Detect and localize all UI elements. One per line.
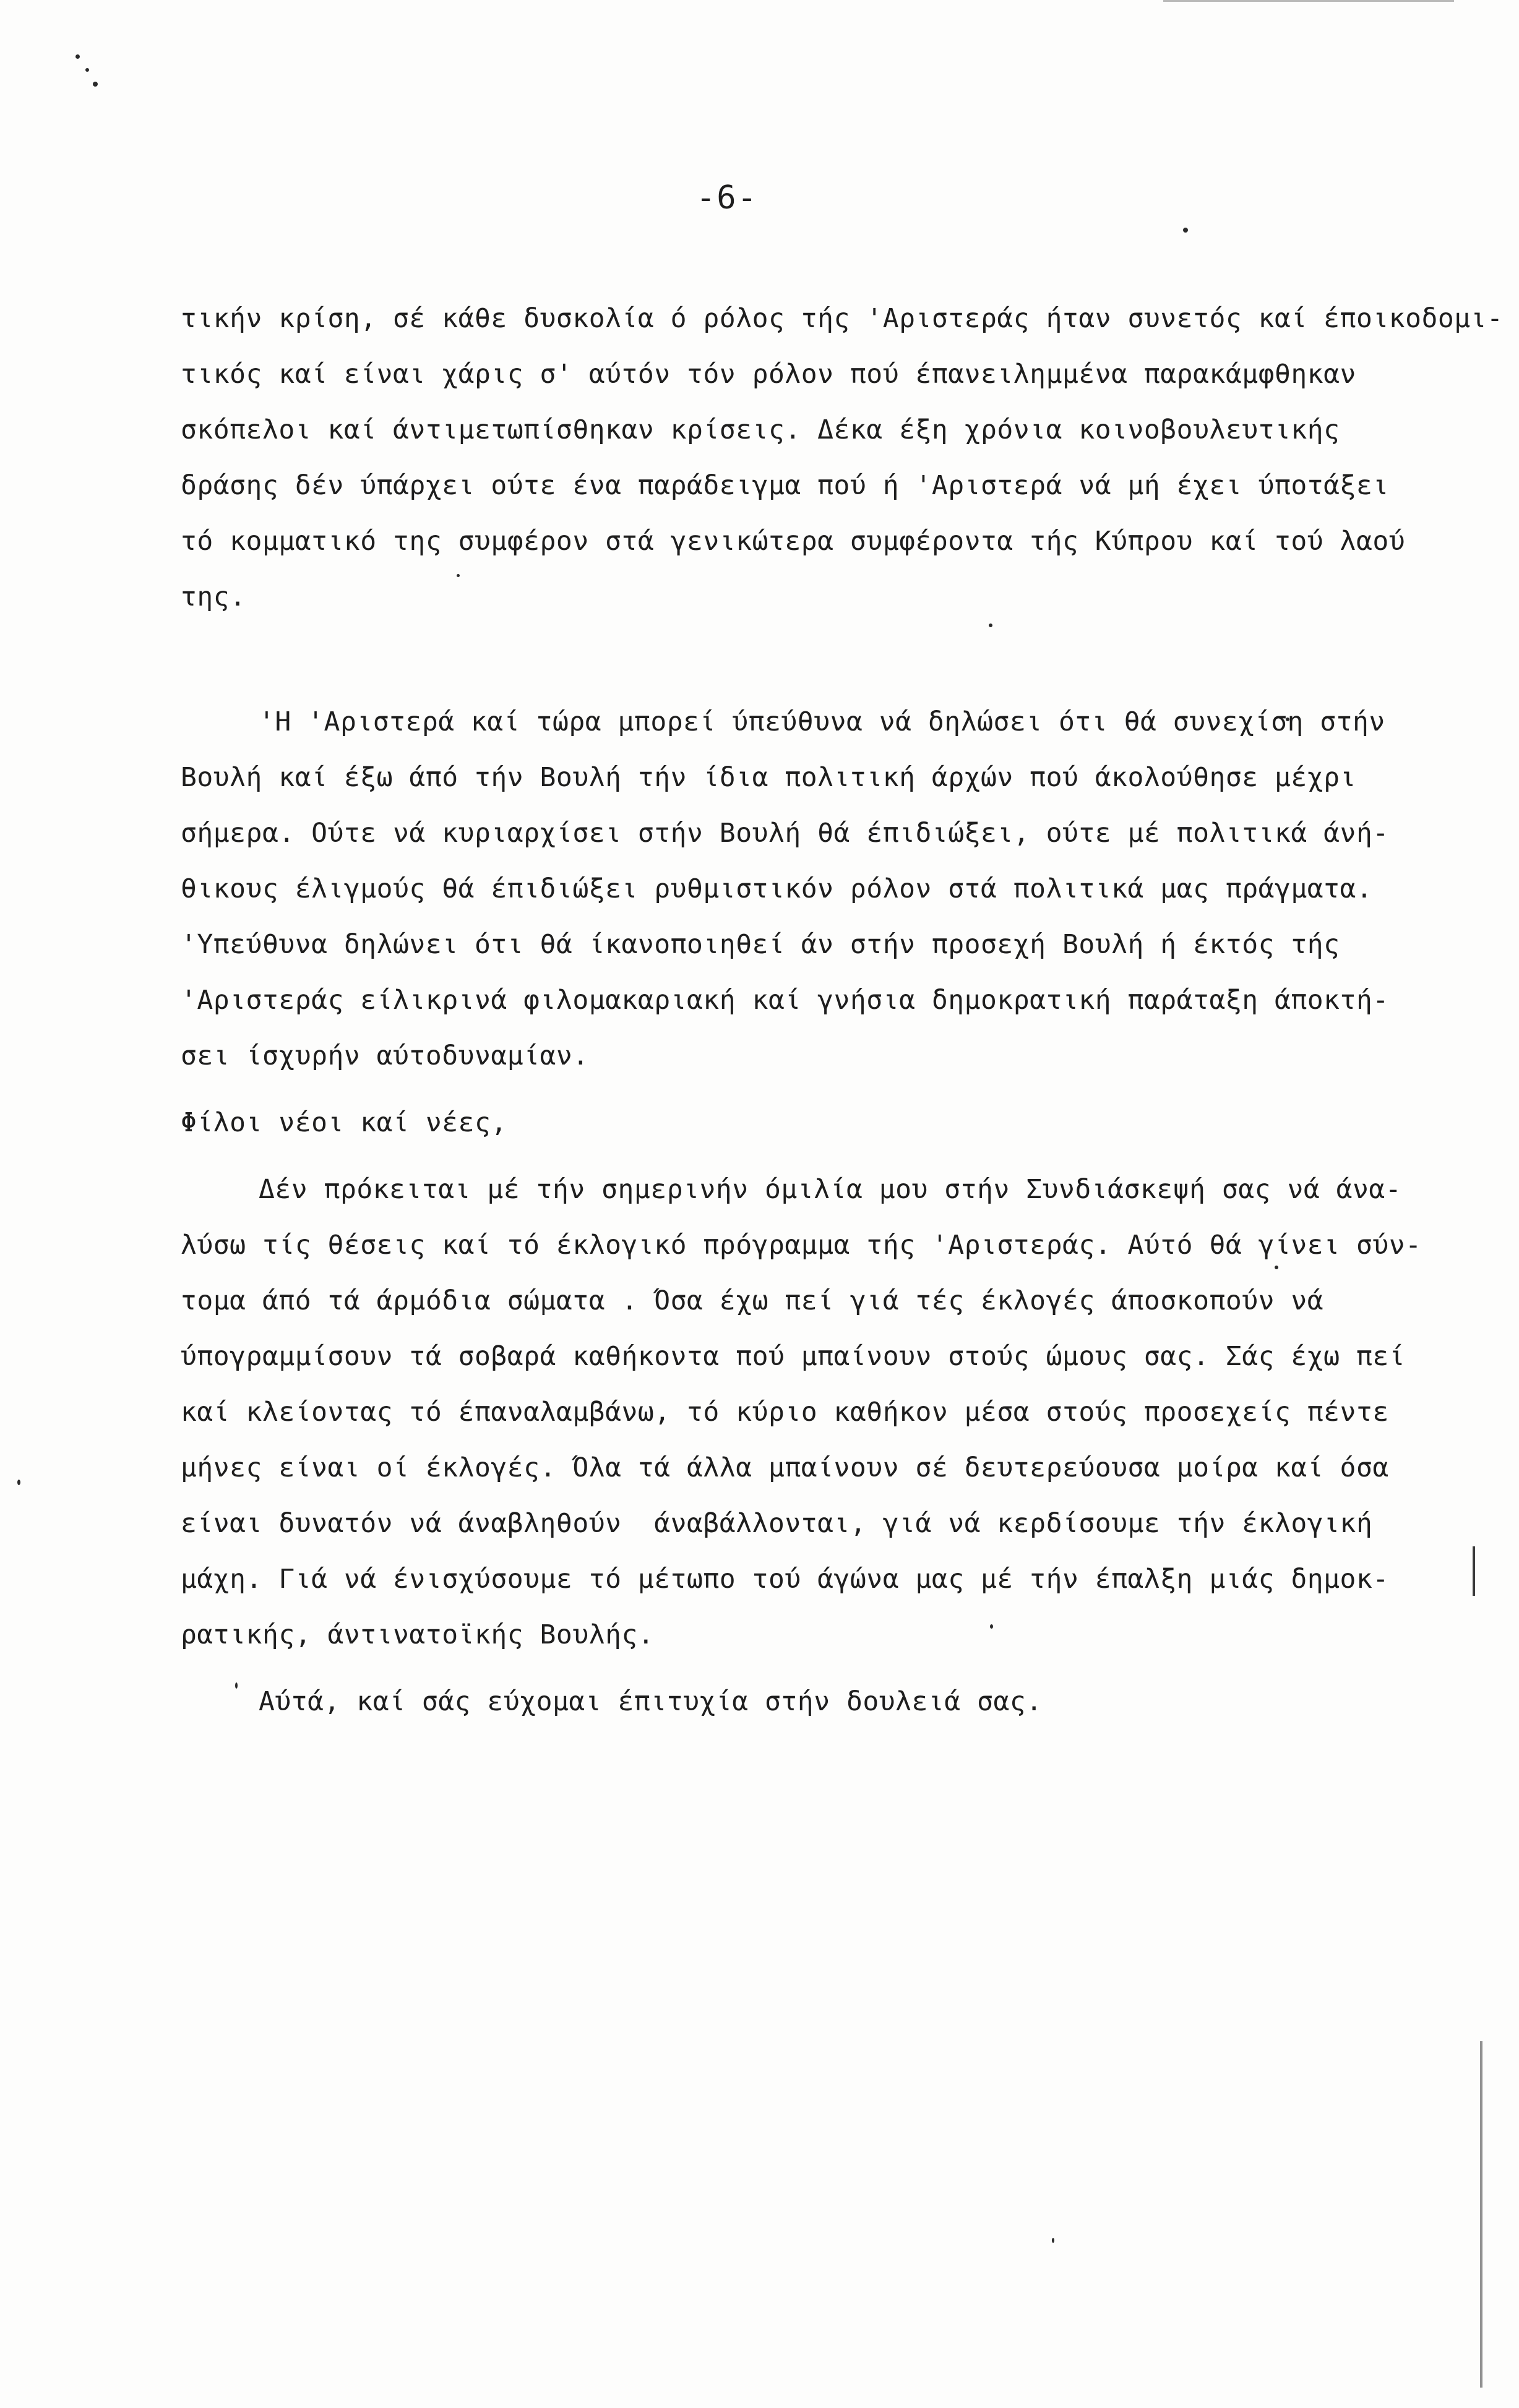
- text-line: καί κλείοντας τό έπαναλαμβάνω, τό κύριο καθήκον μέσα στούς προσεχείς πέντε: [181, 1397, 1389, 1428]
- text-line: θικους έλιγμούς θά έπιδιώξει ρυθμιστικόν ρόλον στά πολιτικά μας πράγματα.: [181, 873, 1373, 904]
- body-text: [181, 291, 1504, 1729]
- text-line: Βουλή καί έξω άπό τήν Βουλή τήν ίδια πολιτική άρχών πού άκολούθησε μέχρι: [181, 762, 1356, 793]
- text-line: μήνες είναι οί έκλογές. Όλα τά άλλα μπαίνουν σέ δευτερεύουσα μοίρα καί όσα: [181, 1452, 1389, 1483]
- text-line: είναι δυνατόν νά άναβληθούν άναβάλλονται, γιά νά κερδίσουμε τήν έκλογική: [181, 1508, 1373, 1539]
- scan-edge-mark: [1480, 2041, 1482, 2388]
- paragraph: [181, 1162, 1422, 1663]
- text-line: σκόπελοι καί άντιμετωπίσθηκαν κρίσεις. Δέκα έξη χρόνια κοινοβουλευτικής: [181, 414, 1340, 445]
- scan-speck: [1183, 228, 1188, 233]
- scan-edge-mark: [1163, 0, 1454, 2]
- text-line: τομα άπό τά άρμόδια σώματα . Όσα έχω πεί γιά τές έκλογές άποσκοπούν νά: [181, 1285, 1324, 1316]
- text-line: τικήν κρίση, σέ κάθε δυσκολία ό ρόλος τής 'Αριστεράς ήταν συνετός καί έποικοδομι-: [181, 303, 1504, 334]
- text-line: της.: [181, 581, 246, 612]
- text-line: λύσω τίς θέσεις καί τό έκλογικό πρόγραμμα τής 'Αριστεράς. Αύτό θά γίνει σύν-: [181, 1230, 1422, 1261]
- text-line: σήμερα. Ούτε νά κυριαρχίσει στήν Βουλή θά έπιδιώξει, ούτε μέ πολιτικά άνή-: [181, 818, 1389, 849]
- page-number: -6-: [696, 179, 758, 216]
- paragraph-gap: [181, 1663, 1412, 1674]
- scan-speck: [75, 54, 80, 59]
- text-line: ρατικής, άντινατοϊκής Βουλής.: [181, 1619, 655, 1650]
- text-line: 'Η 'Αριστερά καί τώρα μπορεί ύπεύθυνα νά δηλώσει ότι θά συνεχίση στήν: [259, 706, 1385, 737]
- text-line: ύπογραμμίσουν τά σοβαρά καθήκοντα πού μπαίνουν στούς ώμους σας. Σάς έχω πεί: [181, 1341, 1406, 1372]
- paragraph: [181, 291, 1504, 625]
- salutation: [181, 1095, 1412, 1150]
- text-line: τό κομματικό της συμφέρον στά γενικώτερα συμφέροντα τής Κύπρου καί τού λαού: [181, 526, 1406, 557]
- scan-speck: [1052, 2238, 1054, 2243]
- text-line: Αύτά, καί σάς εύχομαι έπιτυχία στήν δουλειά σας.: [259, 1686, 1043, 1717]
- paragraph: [181, 1674, 1412, 1729]
- scan-speck: [85, 68, 89, 72]
- scan-speck: [93, 82, 98, 87]
- paragraph-gap: [181, 625, 1412, 694]
- scan-speck: [17, 1480, 20, 1485]
- text-line: 'Υπεύθυνα δηλώνει ότι θά ίκανοποιηθεί άν στήν προσεχή Βουλή ή έκτός τής: [181, 929, 1340, 960]
- paragraph-gap: [181, 1150, 1412, 1162]
- paragraph-gap: [181, 1084, 1412, 1095]
- paragraph: [181, 694, 1412, 1084]
- salutation-line: Φίλοι νέοι καί νέες,: [181, 1107, 507, 1138]
- scan-edge-mark: [1473, 1546, 1475, 1596]
- text-line: δράσης δέν ύπάρχει ούτε ένα παράδειγμα πού ή 'Αριστερά νά μή έχει ύποτάξει: [181, 470, 1389, 501]
- text-line: μάχη. Γιά νά ένισχύσουμε τό μέτωπο τού άγώνα μας μέ τήν έπαλξη μιάς δημοκ-: [181, 1564, 1389, 1595]
- text-line: 'Αριστεράς είλικρινά φιλομακαριακή καί γνήσια δημοκρατική παράταξη άποκτή-: [181, 985, 1389, 1016]
- text-line: Δέν πρόκειται μέ τήν σημερινήν όμιλία μου στήν Συνδιάσκεψή σας νά άνα-: [259, 1174, 1402, 1205]
- text-line: τικός καί είναι χάρις σ' αύτόν τόν ρόλον πού έπανειλημμένα παρακάμφθηκαν: [181, 359, 1356, 390]
- text-line: σει ίσχυρήν αύτοδυναμίαν.: [181, 1040, 589, 1071]
